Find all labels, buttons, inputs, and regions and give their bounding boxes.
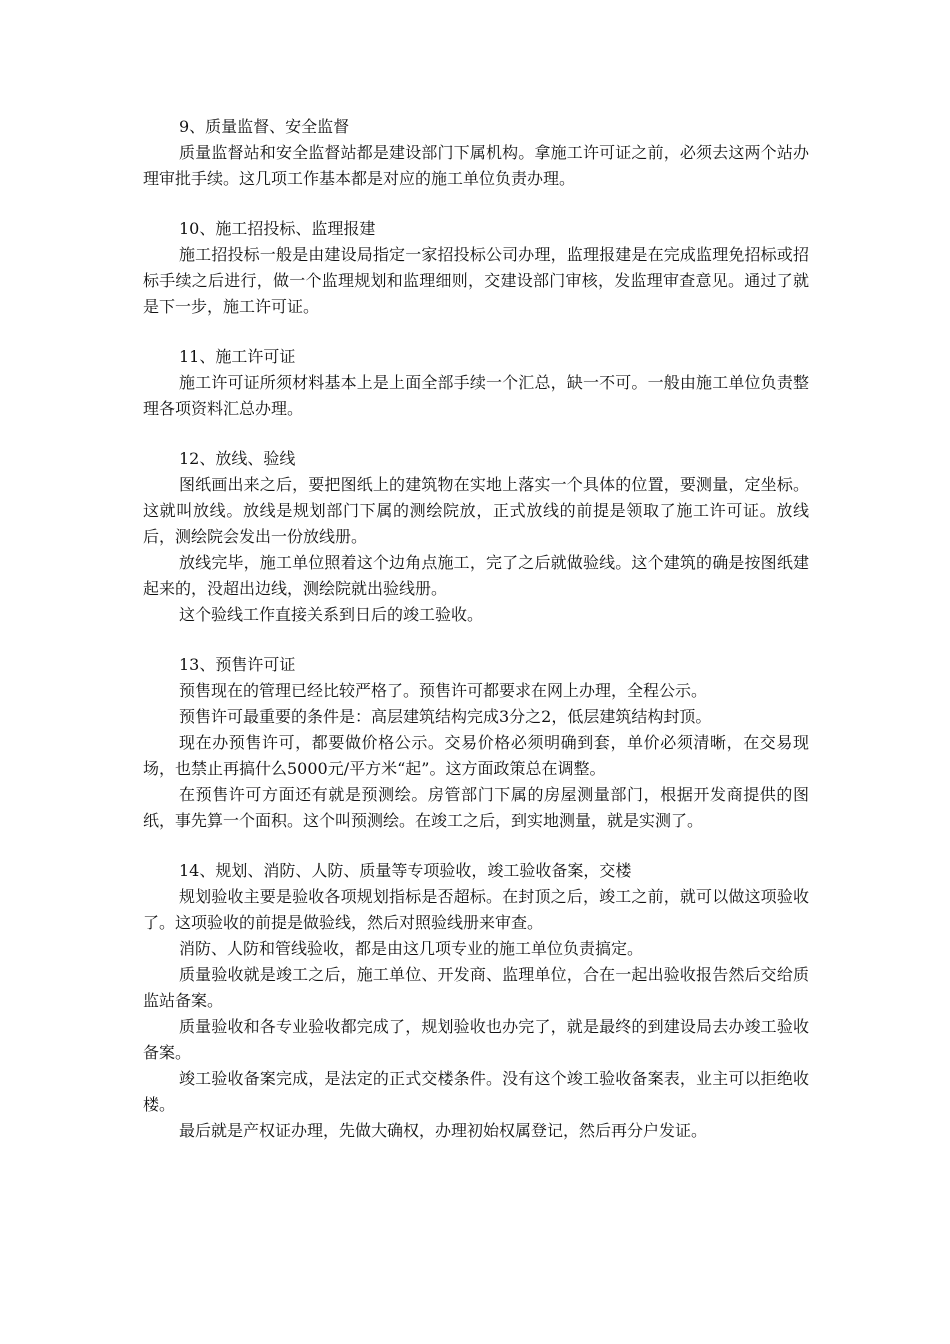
paragraph: 施工许可证所须材料基本上是上面全部手续一个汇总，缺一不可。一般由施工单位负责整理各项资料汇总办理。 xyxy=(143,373,809,418)
paragraph: 施工招投标一般是由建设局指定一家招投标公司办理，监理报建是在完成监理免招标或招标手续之后进行，做一个监理规划和监理细则，交建设部门审核，发监理审查意见。通过了就是下一步，施工许可证。 xyxy=(143,245,809,316)
section-heading: 10、施工招投标、监理报建 xyxy=(179,219,376,238)
paragraph: 质量监督站和安全监督站都是建设部门下属机构。拿施工许可证之前，必须去这两个站办理审批手续。这几项工作基本都是对应的施工单位负责办理。 xyxy=(143,143,809,188)
document-page xyxy=(143,114,809,1168)
section-heading: 14、规划、消防、人防、质量等专项验收，竣工验收备案，交楼 xyxy=(179,861,632,880)
paragraph: 消防、人防和管线验收，都是由这几项专业的施工单位负责搞定。 xyxy=(179,939,644,958)
paragraph: 这个验线工作直接关系到日后的竣工验收。 xyxy=(179,605,484,624)
paragraph: 规划验收主要是验收各项规划指标是否超标。在封顶之后，竣工之前，就可以做这项验收了。这项验收的前提是做验线，然后对照验线册来审查。 xyxy=(143,887,809,932)
section-11 xyxy=(143,344,809,422)
paragraph: 质量验收和各专业验收都完成了，规划验收也办完了，就是最终的到建设局去办竣工验收备案。 xyxy=(143,1017,809,1062)
paragraph: 放线完毕，施工单位照着这个边角点施工，完了之后就做验线。这个建筑的确是按图纸建起来的，没超出边线，测绘院就出验线册。 xyxy=(143,553,809,598)
paragraph: 竣工验收备案完成，是法定的正式交楼条件。没有这个竣工验收备案表，业主可以拒绝收楼。 xyxy=(143,1069,809,1114)
paragraph: 现在办预售许可，都要做价格公示。交易价格必须明确到套，单价必须清晰，在交易现场，也禁止再搞什么5000元/平方米“起”。这方面政策总在调整。 xyxy=(143,733,809,778)
section-heading: 9、质量监督、安全监督 xyxy=(179,117,350,136)
section-10 xyxy=(143,216,809,320)
paragraph: 图纸画出来之后，要把图纸上的建筑物在实地上落实一个具体的位置，要测量，定坐标。这就叫放线。放线是规划部门下属的测绘院放，正式放线的前提是领取了施工许可证。放线后，测绘院会发出一份放线册。 xyxy=(143,475,809,546)
paragraph: 在预售许可方面还有就是预测绘。房管部门下属的房屋测量部门，根据开发商提供的图纸，事先算一个面积。这个叫预测绘。在竣工之后，到实地测量，就是实测了。 xyxy=(143,785,809,830)
section-13 xyxy=(143,652,809,834)
paragraph: 质量验收就是竣工之后，施工单位、开发商、监理单位，合在一起出验收报告然后交给质监站备案。 xyxy=(143,965,809,1010)
paragraph: 最后就是产权证办理，先做大确权，办理初始权属登记，然后再分户发证。 xyxy=(179,1121,708,1140)
section-9 xyxy=(143,114,809,192)
section-heading: 13、预售许可证 xyxy=(179,655,296,674)
section-heading: 11、施工许可证 xyxy=(179,347,296,366)
section-14 xyxy=(143,858,809,1144)
paragraph: 预售现在的管理已经比较严格了。预售许可都要求在网上办理，全程公示。 xyxy=(179,681,708,700)
section-12 xyxy=(143,446,809,628)
paragraph: 预售许可最重要的条件是：高层建筑结构完成3分之2，低层建筑结构封顶。 xyxy=(179,707,712,726)
section-heading: 12、放线、验线 xyxy=(179,449,296,468)
